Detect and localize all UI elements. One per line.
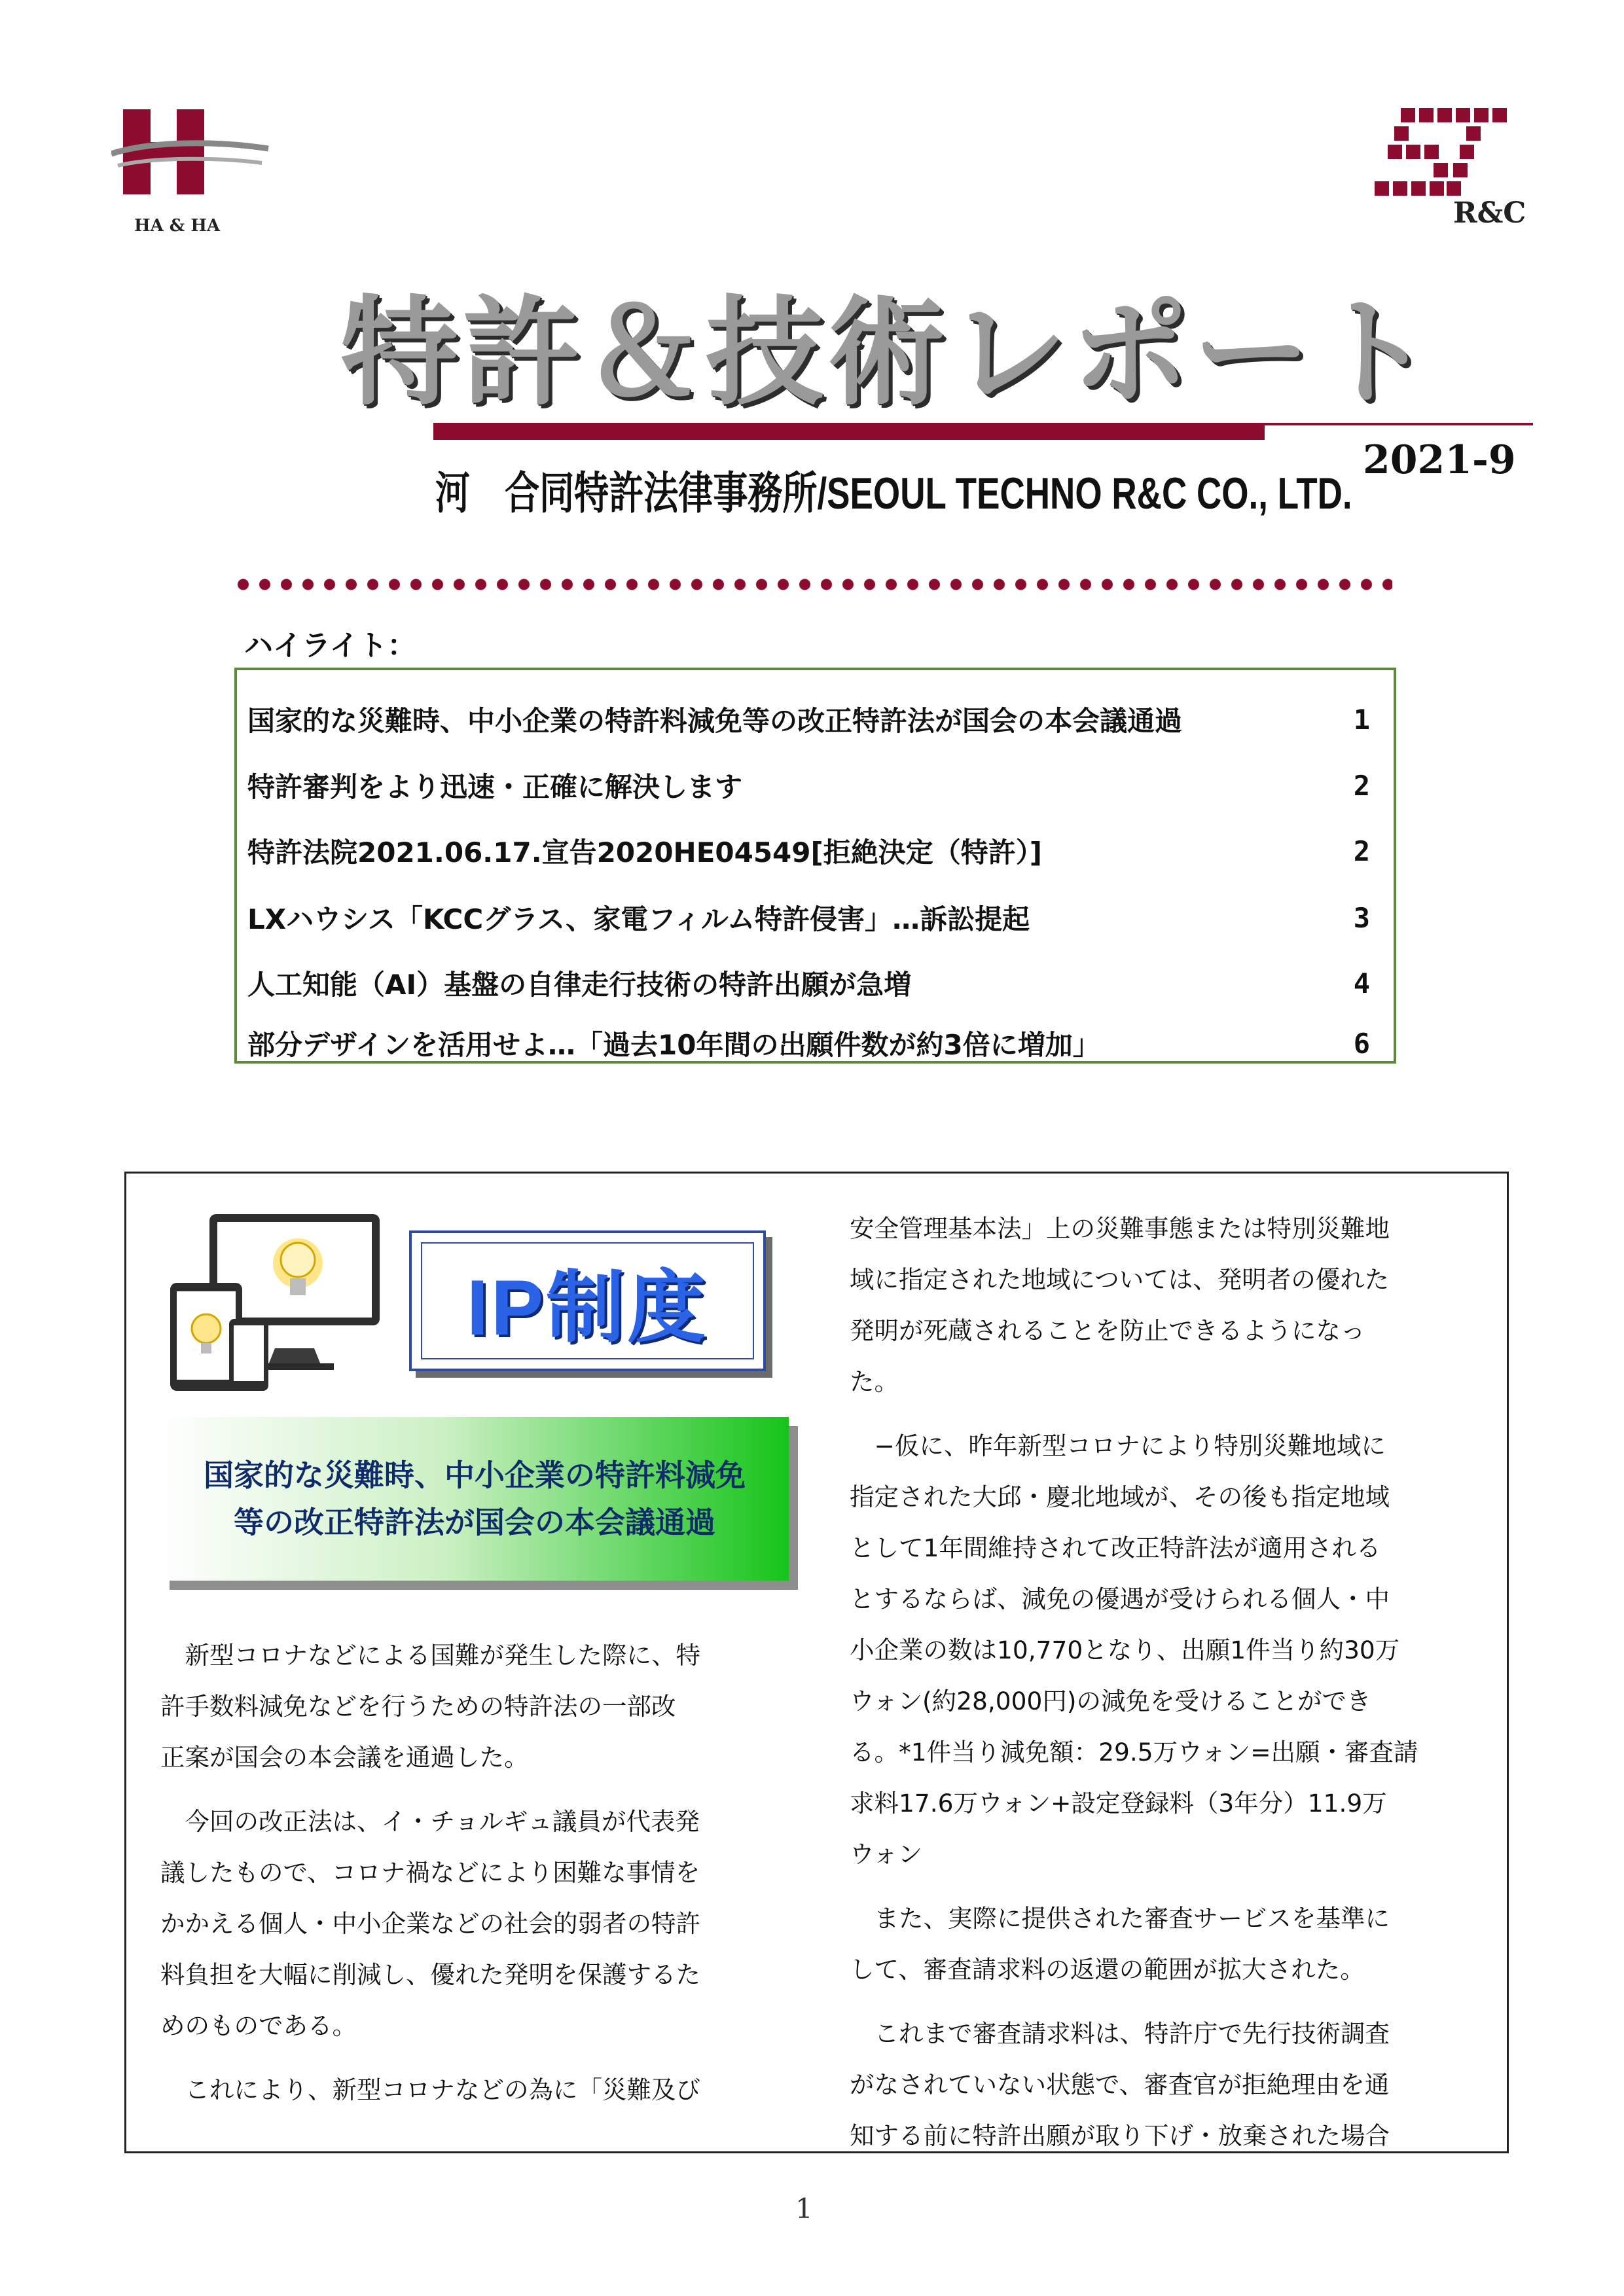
body-line: また、実際に提供された審査サービスを基準に bbox=[850, 1904, 1390, 1933]
left-logo-caption: HA & HA bbox=[134, 216, 221, 236]
highlight-title: 特許審判をより迅速・正確に解決します bbox=[247, 771, 743, 803]
body-line: めのものである。 bbox=[160, 2011, 357, 2040]
headline-line: 等の改正特許法が国会の本会議通過 bbox=[234, 1505, 715, 1540]
body-line: ウォン bbox=[850, 1840, 922, 1869]
body-line: 域に指定された地域については、発明者の優れた bbox=[850, 1265, 1390, 1294]
title-underline-bar bbox=[433, 423, 1265, 440]
highlight-item[interactable] bbox=[247, 831, 1370, 870]
highlight-page: 4 bbox=[1353, 967, 1370, 999]
body-line: これにより、新型コロナなどの為に「災難及び bbox=[160, 2075, 700, 2104]
highlight-page: 6 bbox=[1353, 1027, 1370, 1060]
body-line: 料負担を大幅に削減し、優れた発明を保護するた bbox=[160, 1960, 700, 1989]
body-line: がなされていない状態で、審査官が拒絶理由を通 bbox=[850, 2070, 1390, 2099]
right-logo-caption: R&C bbox=[1453, 196, 1526, 230]
body-line: 議したもので、コロナ禍などにより困難な事情を bbox=[160, 1858, 700, 1887]
highlights-box bbox=[234, 668, 1396, 1064]
body-line: 小企業の数は10,770となり、出願1件当り約30万 bbox=[850, 1636, 1400, 1664]
body-line: 許手数料減免などを行うための特許法の一部改 bbox=[160, 1692, 676, 1721]
highlights-label: ハイライト： bbox=[244, 629, 416, 662]
highlight-page: 3 bbox=[1353, 901, 1370, 934]
body-line: 発明が死蔵されることを防止できるようになっ bbox=[850, 1316, 1365, 1345]
body-line: して、審査請求料の返還の範囲が拡大された。 bbox=[850, 1955, 1365, 1984]
highlight-page: 2 bbox=[1353, 834, 1370, 867]
body-line: として1年間維持されて改正特許法が適用される bbox=[850, 1534, 1381, 1562]
firm-name: 河 合同特許法律事務所/SEOUL TECHNO R&C CO., LTD. bbox=[435, 469, 1352, 518]
title-underline-thin bbox=[1265, 423, 1533, 425]
highlight-title: 人工知能（AI）基盤の自律走行技術の特許出願が急増 bbox=[247, 969, 912, 1001]
body-line: 指定された大邱・慶北地域が、その後も指定地域 bbox=[850, 1482, 1390, 1511]
body-line: とするならば、減免の優遇が受けられる個人・中 bbox=[850, 1585, 1390, 1613]
highlight-item[interactable] bbox=[247, 1024, 1370, 1063]
article-left-column bbox=[160, 1630, 789, 2115]
body-line: 知する前に特許出願が取り下げ・放棄された場合 bbox=[850, 2121, 1390, 2150]
highlight-item[interactable] bbox=[247, 766, 1370, 805]
body-line: これまで審査請求料は、特許庁で先行技術調査 bbox=[850, 2019, 1390, 2048]
report-title: 特許＆技術レポート bbox=[340, 285, 1437, 422]
ip-system-label: IP制度 bbox=[466, 1263, 709, 1352]
body-line: 安全管理基本法」上の災難事態または特別災難地 bbox=[850, 1214, 1390, 1243]
highlight-item[interactable] bbox=[247, 898, 1370, 937]
ip-system-badge-inner bbox=[421, 1242, 754, 1359]
headline-line: 国家的な災難時、中小企業の特許料減免 bbox=[204, 1458, 746, 1493]
highlight-title: LXハウシス「KCCグラス、家電フィルム特許侵害」…訴訟提起 bbox=[247, 903, 1030, 935]
highlight-title: 部分デザインを活用せよ…「過去10年間の出願件数が約3倍に増加」 bbox=[247, 1029, 1100, 1061]
article-headline bbox=[160, 1417, 789, 1581]
highlight-title: 特許法院2021.06.17.宣告2020HE04549[拒絶決定（特許）] bbox=[247, 836, 1042, 869]
dotted-divider bbox=[232, 578, 1392, 591]
page-number: 1 bbox=[795, 2193, 813, 2225]
highlight-page: 2 bbox=[1353, 769, 1370, 802]
highlight-item[interactable] bbox=[247, 963, 1370, 1003]
body-line: −仮に、昨年新型コロナにより特別災難地域に bbox=[850, 1431, 1386, 1460]
devices-lightbulb-icon bbox=[170, 1208, 386, 1404]
article-right-column bbox=[850, 1203, 1478, 2161]
body-line: る。*1件当り減免額：29.5万ウォン=出願・審査請 bbox=[850, 1738, 1418, 1767]
highlight-title: 国家的な災難時、中小企業の特許料減免等の改正特許法が国会の本会議通過 bbox=[247, 705, 1183, 737]
ip-system-badge bbox=[409, 1230, 766, 1371]
highlight-item[interactable] bbox=[247, 700, 1370, 739]
body-line: かかえる個人・中小企業などの社会的弱者の特許 bbox=[160, 1909, 700, 1938]
body-line: 正案が国会の本会議を通過した。 bbox=[160, 1743, 529, 1772]
body-line: ウォン(約28,000円)の減免を受けることができ bbox=[850, 1687, 1371, 1715]
issue-number: 2021-9 bbox=[1363, 437, 1516, 483]
body-line: 今回の改正法は、イ・チョルギュ議員が代表発 bbox=[160, 1807, 700, 1836]
body-line: た。 bbox=[850, 1367, 899, 1396]
body-line: 新型コロナなどによる国難が発生した際に、特 bbox=[160, 1641, 700, 1670]
body-line: 求料17.6万ウォン+設定登録料（3年分）11.9万 bbox=[850, 1789, 1387, 1818]
highlight-page: 1 bbox=[1353, 703, 1370, 736]
